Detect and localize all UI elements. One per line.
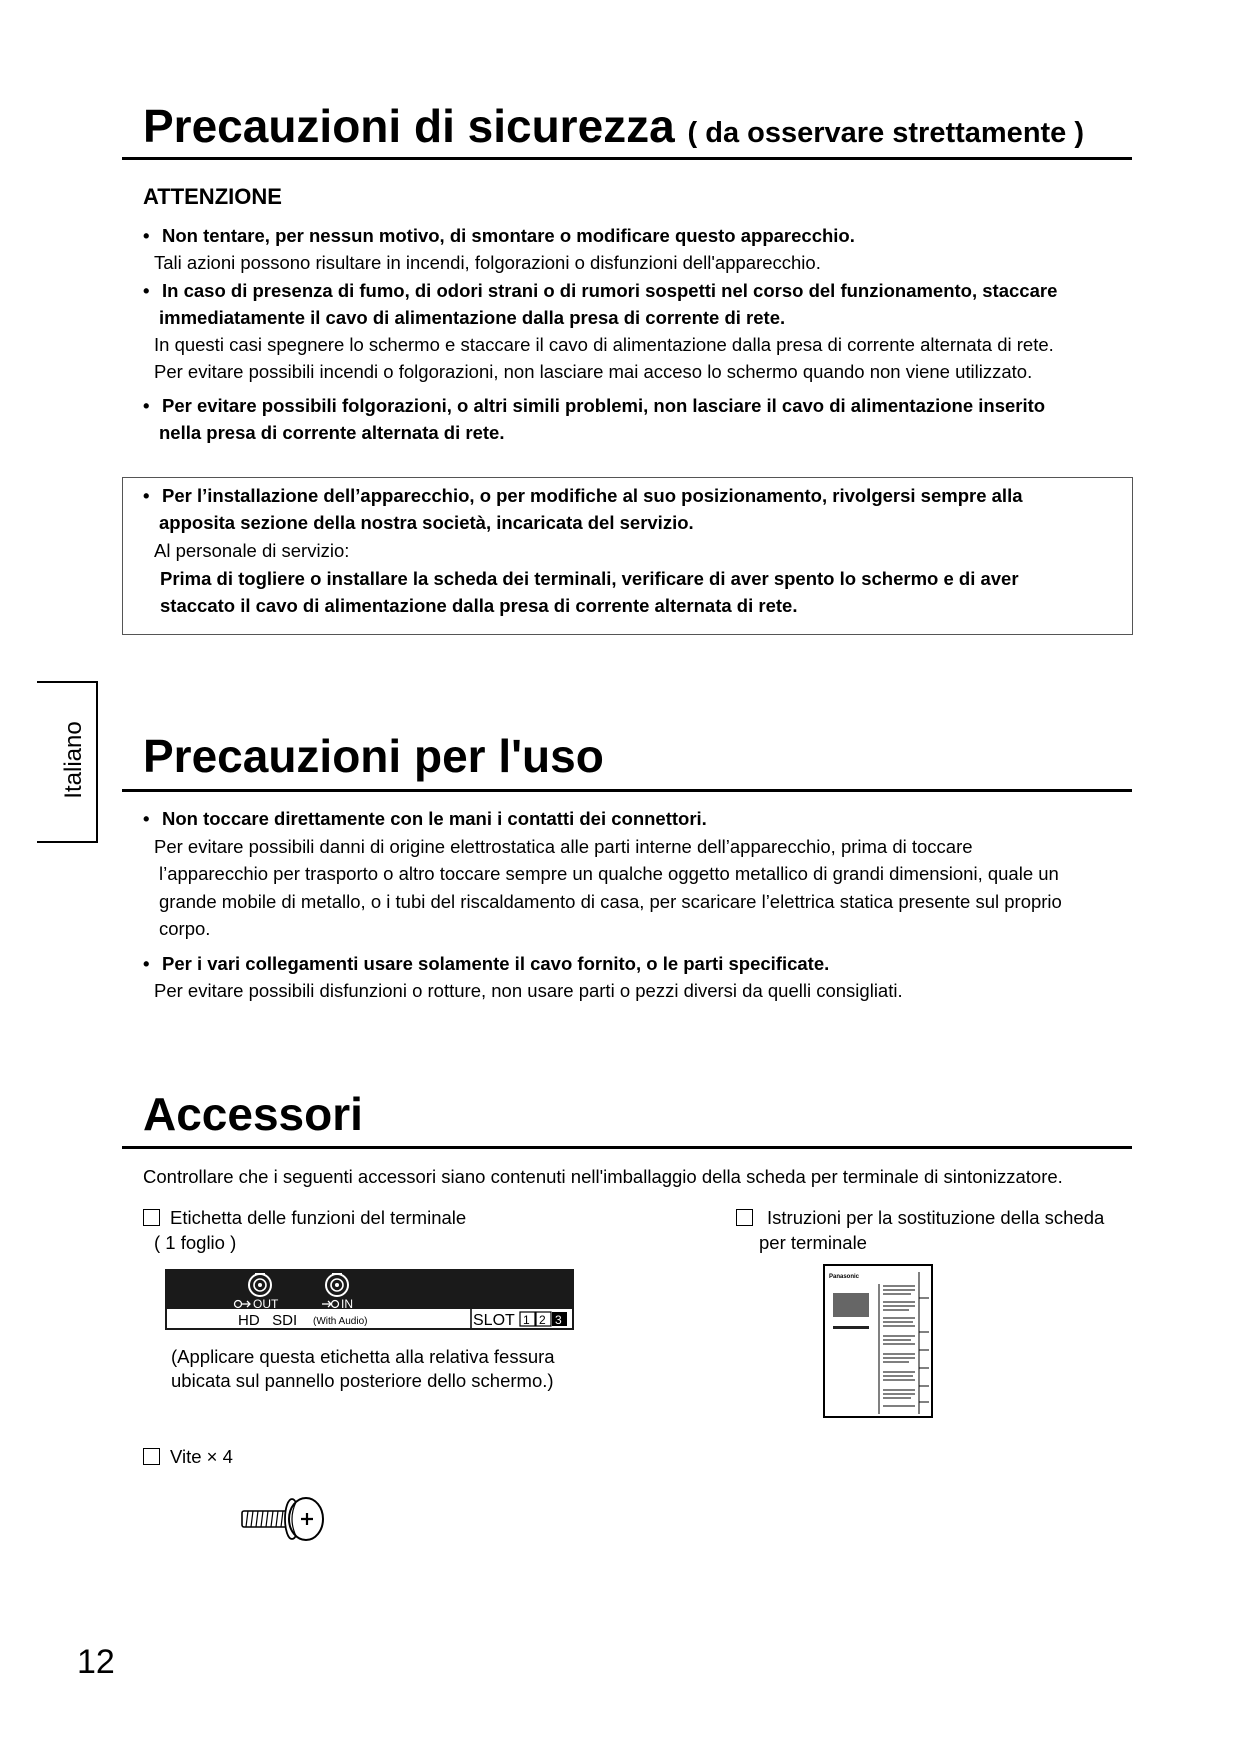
explanation-text: Per evitare possibili incendi o folgorazioni, non lasciare mai acceso lo schermo quando non viene utilizzato. [154,361,1033,382]
instruction-booklet-illustration [823,1264,935,1420]
title-rule [122,157,1132,160]
service-text: Prima di togliere o installare la scheda dei terminali, verificare di aver spento lo schermo e di aver [160,568,1019,589]
safety-subtitle: ( da osservare strettamente ) [687,117,1085,149]
explanation-text: Per evitare possibili disfunzioni o rotture, non usare parti o pezzi diversi da quelli consigliati. [154,980,903,1001]
accessory-item: Etichetta delle funzioni del terminale [143,1204,466,1231]
section-title-safety [143,101,1084,158]
with-audio-label: (With Audio) [313,1316,368,1327]
accessory-item: Istruzioni per la sostituzione della scheda [736,1204,1104,1231]
hd-sdi-label: HD SDI [238,1312,298,1329]
checkbox-icon [143,1448,160,1465]
bullet-item: • Per l’installazione dell’apparecchio, o per modifiche al suo posizionamento, rivolgersi sempre alla [143,485,1023,506]
slot-number-1: 1 [523,1313,530,1327]
explanation-text: grande mobile di metallo, o i tubi del riscaldamento di casa, per scaricare l’elettrica statica presente sul proprio [159,891,1062,912]
bullet-item: • Non toccare direttamente con le mani i contatti dei connettori. [143,808,707,829]
bullet-item: • Per i vari collegamenti usare solamente il cavo fornito, o le parti specificate. [143,953,830,974]
explanation-text: In questi casi spegnere lo schermo e staccare il cavo di alimentazione dalla presa di corrente alternata di rete. [154,334,1054,355]
checkbox-icon [143,1209,160,1226]
screw-icon [240,1492,330,1548]
slot-number-2: 2 [539,1313,546,1327]
service-label: Al personale di servizio: [154,540,350,561]
slot-number-3: 3 [555,1313,562,1327]
slot-label: SLOT [473,1312,515,1329]
booklet-brand: Panasonic [829,1274,860,1280]
explanation-text: Tali azioni possono risultare in incendi, folgorazioni o disfunzioni dell'apparecchio. [154,252,821,273]
warning-heading: ATTENZIONE [143,184,282,209]
bullet-item: • In caso di presenza di fumo, di odori strani o di rumori sospetti nel corso del funzionamento, staccare [143,280,1058,301]
terminal-label-illustration [165,1269,574,1333]
bullet-continuation: immediatamente il cavo di alimentazione dalla presa di corrente di rete. [159,307,786,328]
bullet-item: • Per evitare possibili folgorazioni, o altri simili problemi, non lasciare il cavo di alimentazione inserito [143,395,1046,416]
bullet-continuation: nella presa di corrente alternata di rete. [159,422,505,443]
bullet-continuation: apposita sezione della nostra società, incaricata del servizio. [159,512,694,533]
section-title-accessories: Accessori [143,1088,363,1140]
safety-title-text: Precauzioni di sicurezza [143,100,675,152]
label-note: ubicata sul pannello posteriore dello schermo.) [171,1370,554,1391]
language-tab-label: Italiano [60,721,87,799]
accessory-quantity: ( 1 foglio ) [154,1232,237,1253]
in-label: IN [341,1297,353,1311]
title-rule [122,789,1132,792]
label-note: (Applicare questa etichetta alla relativa fessura [171,1346,555,1367]
service-text: staccato il cavo di alimentazione dalla presa di corrente alternata di rete. [160,595,798,616]
accessory-item: Vite × 4 [143,1443,233,1470]
page-number: 12 [77,1643,115,1681]
checkbox-icon [736,1209,753,1226]
bullet-item: • Non tentare, per nessun motivo, di smontare o modificare questo apparecchio. [143,225,855,246]
title-rule [122,1146,1132,1149]
out-label: OUT [253,1297,279,1311]
explanation-text: l’apparecchio per trasporto o altro toccare sempre un qualche oggetto metallico di grandi dimensioni, quale un [159,863,1059,884]
accessory-description: per terminale [759,1232,867,1253]
explanation-text: corpo. [159,918,211,939]
accessories-intro: Controllare che i seguenti accessori siano contenuti nell'imballaggio della scheda per terminale di sintonizzatore. [143,1166,1063,1187]
section-title-usage: Precauzioni per l'uso [143,730,604,782]
explanation-text: Per evitare possibili danni di origine elettrostatica alle parti interne dell’apparecchio, prima di toccare [154,836,973,857]
